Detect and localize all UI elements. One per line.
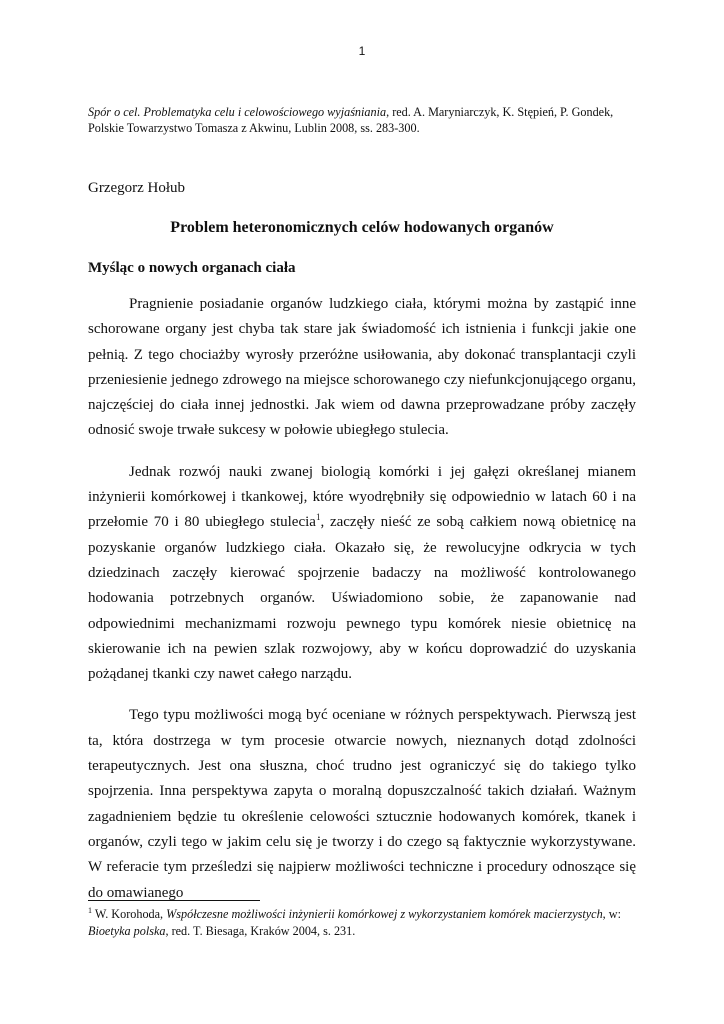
- article-title: Problem heteronomicznych celów hodowanych organów: [170, 219, 554, 236]
- citation: [88, 104, 636, 136]
- article-body: [88, 292, 636, 922]
- paragraph-1: Pragnienie posiadanie organów ludzkiego ciała, którymi można by zastąpić inne schorowane organy jest chyba tak stare jak świadomość ich istnienia i funkcji jakie one pełnią. Z tego chociażby wyrosły przeróżne usiłowania, aby dokonać transplantacji czyli przeniesienie jednego zdrowego na miejsce schorowanego czy niefunkcjonującego organu, najczęściej do ciała innej jednostki. Jak wiem od dawna przeprowadzane próby zaczęły odnosić swoje trwałe sukcesy w połowie ubiegłego stulecia.: [88, 296, 636, 439]
- footnote-separator: [88, 900, 260, 901]
- footnote-details: , red. T. Biesaga, Kraków 2004, s. 231.: [165, 924, 356, 938]
- page-number: 1: [358, 44, 366, 58]
- footnote-source-title: Bioetyka polska: [88, 924, 166, 938]
- footnote-author: W. Korohoda,: [92, 907, 167, 921]
- footnote-separator-text: , w:: [602, 907, 621, 921]
- section-heading: Myśląc o nowych organach ciała: [88, 260, 296, 276]
- footnote-title: Współczesne możliwości inżynierii komórkowej z wykorzystaniem komórek macierzystych: [166, 907, 603, 921]
- footnote: [88, 906, 636, 940]
- citation-title: Spór o cel. Problematyka celu i celowościowego wyjaśniania: [88, 105, 387, 119]
- footnote-reference[interactable]: 1: [315, 512, 321, 523]
- paragraph-2-part-b: , zaczęły nieść ze sobą całkiem nową obietnicę na pozyskanie organów ludzkiego ciała. Okazało się, że rewolucyjne odkrycia w tych dziedzinach zaczęły kierować spojrzenie badaczy na możliwość kontrolowanego hodowania potrzebnych organów. Uświadomiono sobie, że zapanowanie nad odpowiednimi mechanizmami rozwoju pewnego typu komórek niesie obietnicę na skierowanie ich na pewien szlak rozwojowy, aby w końcu doprowadzić do uzyskania pożądanej tkanki czy nawet całego narządu.: [88, 514, 636, 683]
- footnote-mark: 1: [88, 906, 92, 915]
- citation-details: , red. A. Maryniarczyk, K. Stępień, P. Gondek, Polskie Towarzystwo Tomasza z Akwinu, Lublin 2008, ss. 283-300.: [88, 105, 614, 135]
- author-name: Grzegorz Hołub: [88, 180, 186, 196]
- paragraph-2: [88, 460, 636, 688]
- paragraph-2-part-a: Jednak rozwój nauki zwanej biologią komórki i jej gałęzi określanej mianem inżynierii komórkowej i tkankowej, które wyodrębniły się odpowiednio w latach 60 i na przełomie 70 i 80 ubiegłego stulecia: [88, 463, 636, 531]
- paragraph-3: Tego typu możliwości mogą być oceniane w różnych perspektywach. Pierwszą jest ta, która dostrzega w tym procesie otwarcie nowych, nieznanych dotąd zdolności terapeutycznych. Jest ona słuszna, choć trudno jest ograniczyć się do takiego tylko spojrzenia. Inna perspektywa zapyta o moralną dopuszczalność takich działań. Ważnym zagadnieniem będzie tu określenie celowości sztucznie hodowanych komórek, tkanek i organów, czyli tego w jakim celu się je tworzy i do czego są faktycznie wykorzystywane. W referacie tym prześledzi się najpierw możliwości techniczne i procedury odnoszące się do omawianego: [88, 707, 636, 901]
